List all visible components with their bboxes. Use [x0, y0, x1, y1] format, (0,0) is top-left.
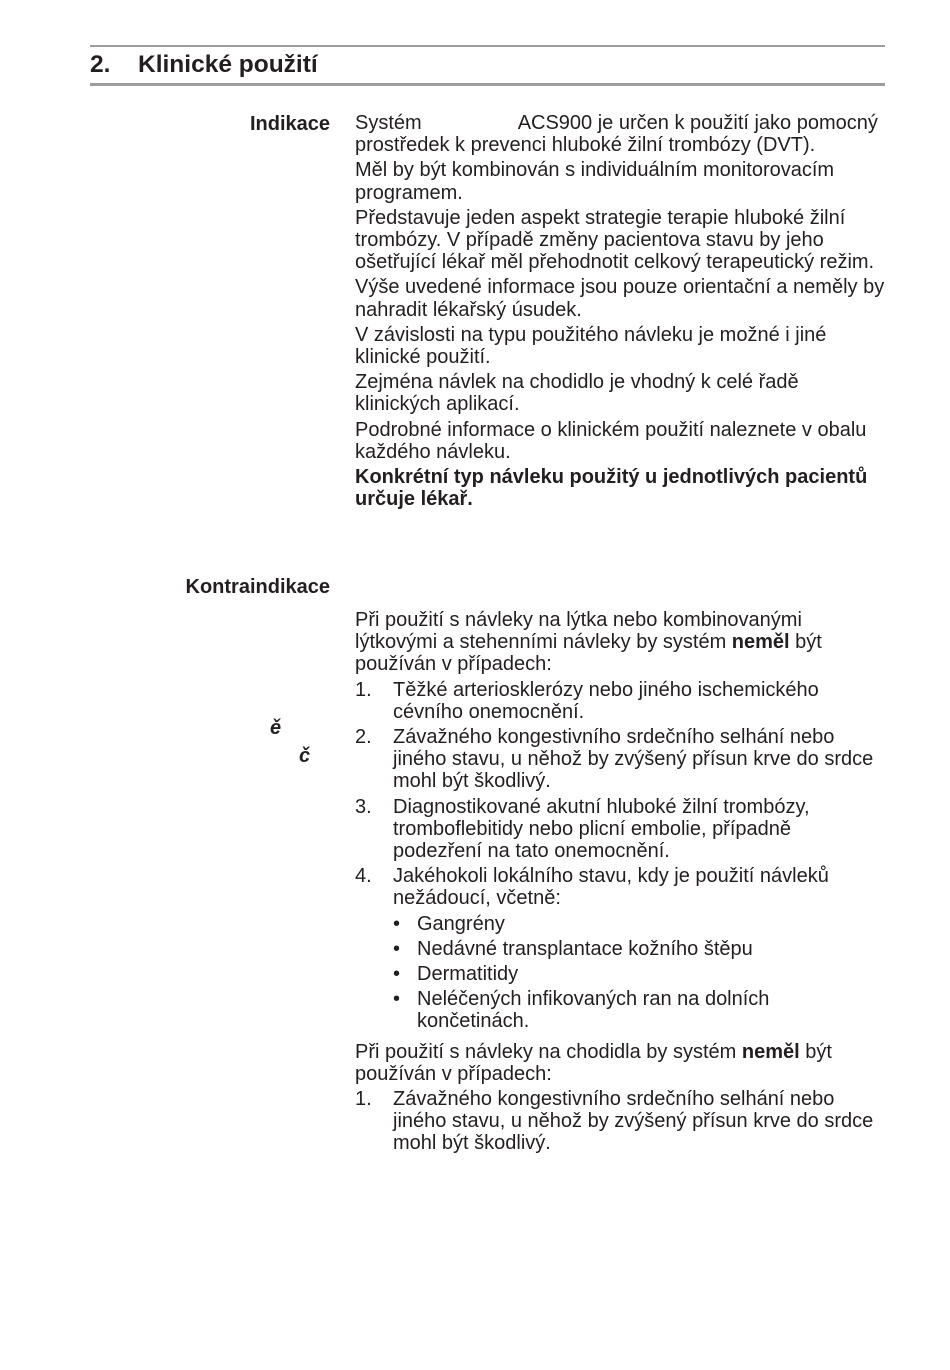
list-item-text: Závažného kongestivního srdečního selhání nebo jiného stavu, u něhož by zvýšený přísun krve do srdce mohl být škodlivý.: [393, 726, 874, 793]
section-title: [90, 50, 318, 80]
indikace-paragraph-1: [355, 112, 885, 156]
indikace-p1-start: Systém: [355, 112, 422, 134]
bullet-text: Neléčených infikovaných ran na dolních končetinách.: [417, 988, 770, 1033]
list-number: 1.: [355, 678, 372, 701]
bullet-item: [393, 988, 885, 1032]
intro-2-text: Při použití s návleky na chodidla by systém: [355, 1040, 742, 1063]
indikace-body: [355, 112, 885, 513]
intro-1-bold: neměl: [731, 631, 790, 654]
indikace-label: Indikace: [249, 113, 330, 135]
list-item: [355, 1088, 885, 1155]
indikace-paragraph-6: Zejména návlek na chodidlo je vhodný k celé řadě klinických aplikací.: [355, 371, 799, 416]
list-item-text: Těžké arteriosklerózy nebo jiného ischemického cévního onemocnění.: [393, 678, 819, 723]
contraindication-list-1: [355, 679, 885, 1033]
header-rule-top: [90, 45, 885, 47]
bullet-mark: •: [393, 912, 401, 935]
bullet-item: [393, 963, 885, 985]
bullet-item: [393, 938, 885, 960]
indikace-paragraph-5: V závislosti na typu použitého návleku je možné i jiné klinické použití.: [355, 323, 827, 369]
kontraindikace-body: [355, 609, 885, 1158]
bullet-item: [393, 913, 885, 935]
indikace-paragraph-3: Představuje jeden aspekt strategie terapie hluboké žilní trombózy. V případě změny pacientova stavu by jeho ošetřující lékař měl přehodnotit celkový terapeutický režim.: [355, 206, 875, 274]
margin-mark-2: č: [299, 745, 311, 767]
list-item: [355, 726, 885, 793]
bullet-text: Nedávné transplantace kožního štěpu: [417, 937, 753, 960]
contraindication-list-2: [355, 1088, 885, 1155]
intro-1-text: Při použití s návleky na lýtka nebo kombinovanými lýtkovými a stehenními návleky by systém: [355, 609, 802, 654]
intro-1-text-end: být používán v případech:: [355, 631, 822, 676]
list-item-text: Jakéhokoli lokálního stavu, kdy je použití návleků nežádoucí, včetně:: [393, 865, 829, 910]
list-number: 2.: [355, 726, 372, 749]
intro-2-bold: neměl: [741, 1040, 800, 1063]
header-rule-bottom: [90, 83, 885, 86]
list-item: [355, 865, 885, 1032]
list-number: 3.: [355, 795, 372, 818]
list-item: [355, 679, 885, 723]
indikace-paragraph-4: Výše uvedené informace jsou pouze orientační a neměly by nahradit lékařský úsudek.: [355, 276, 885, 321]
indikace-p1-rest: ACS900 je určen k použití jako pomocný prostředek k prevenci hluboké žilní trombózy (DVT).: [355, 112, 878, 157]
section-number: 2.: [90, 51, 111, 78]
kontraindikace-label: Kontraindikace: [185, 576, 330, 598]
intro-2-text-end: být používán v případech:: [355, 1040, 832, 1085]
list-item: [355, 796, 885, 863]
list-number: 1.: [355, 1088, 372, 1111]
bullet-text: Gangrény: [417, 912, 505, 935]
bullet-text: Dermatitidy: [417, 963, 519, 986]
kontraindikace-intro-1: [355, 609, 885, 676]
bullet-mark: •: [393, 937, 401, 960]
list-item-text: Diagnostikované akutní hluboké žilní trombózy, tromboflebitidy nebo plicní embolie, případně podezření na tato onemocnění.: [393, 795, 810, 863]
section-title-text: Klinické použití: [138, 51, 318, 78]
bullet-mark: •: [393, 963, 401, 986]
kontraindikace-intro-2: [355, 1041, 885, 1085]
margin-mark-1: ě: [270, 717, 282, 739]
bullet-list: [393, 913, 885, 1033]
indikace-paragraph-7: Podrobné informace o klinickém použití naleznete v obalu každého návleku.: [355, 418, 867, 463]
indikace-paragraph-2: Měl by být kombinován s individuálním monitorovacím programem.: [355, 159, 835, 204]
list-item-text: Závažného kongestivního srdečního selhání nebo jiného stavu, u něhož by zvýšený přísun krve do srdce mohl být škodlivý.: [393, 1088, 874, 1155]
list-number: 4.: [355, 865, 372, 888]
indikace-paragraph-8-bold: Konkrétní typ návleku použitý u jednotlivých pacientů určuje lékař.: [355, 466, 868, 511]
bullet-mark: •: [393, 988, 401, 1011]
